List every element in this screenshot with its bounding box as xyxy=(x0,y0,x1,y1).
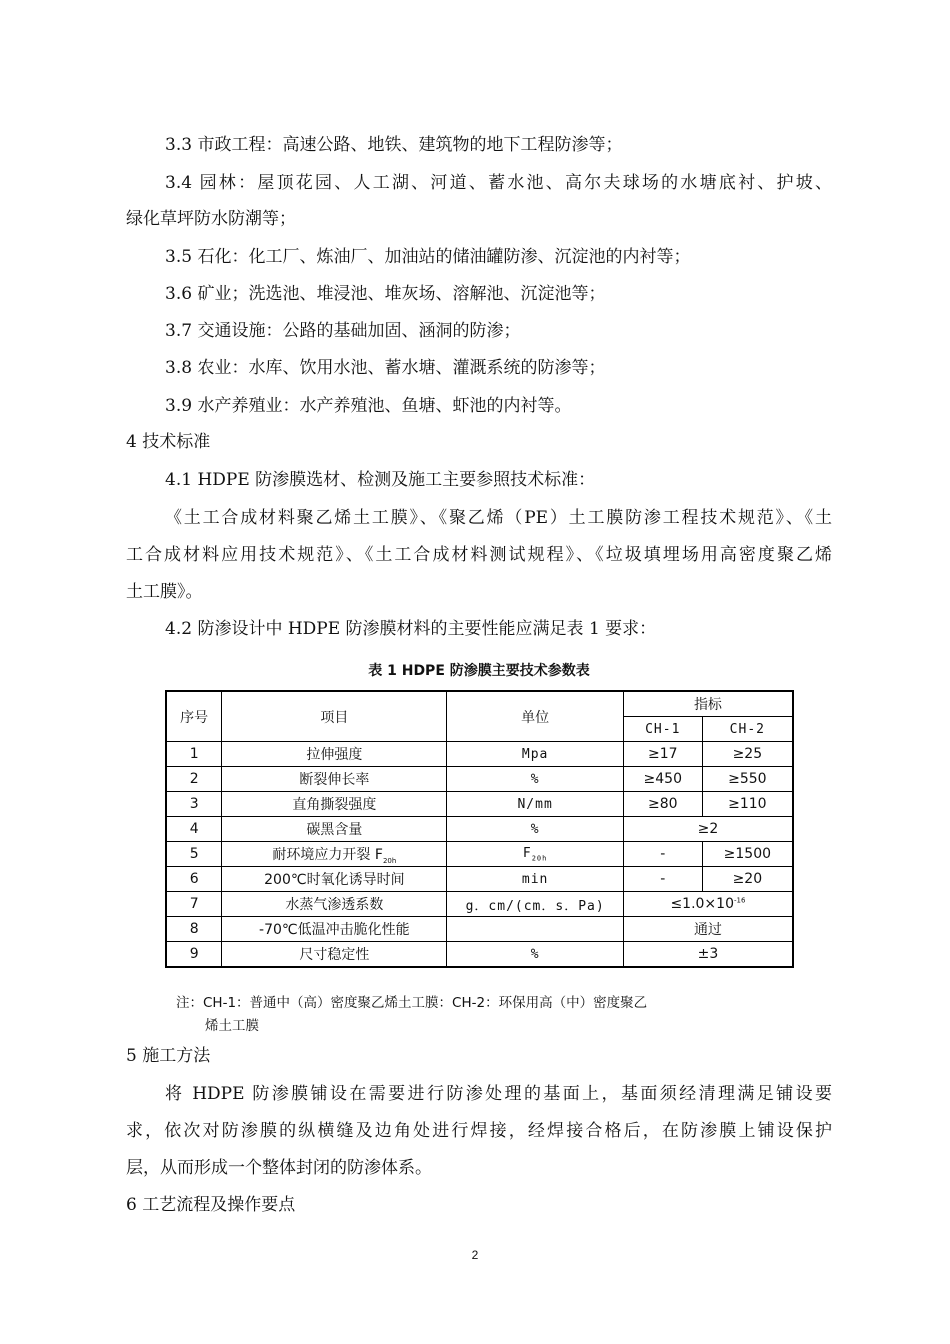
row-no: 3 xyxy=(166,792,222,817)
row-ch2: ≥1500 xyxy=(702,842,793,867)
row-ch2: ≥110 xyxy=(702,792,793,817)
row-ch2: ≥25 xyxy=(702,742,793,767)
row-item: 直角撕裂强度 xyxy=(222,792,447,817)
row-no: 6 xyxy=(166,867,222,892)
row-merged-value: 通过 xyxy=(623,917,793,942)
table-row xyxy=(166,917,793,942)
row-no: 1 xyxy=(166,742,222,767)
row-ch1: - xyxy=(623,842,702,867)
para-4-2: 4.2 防渗设计中 HDPE 防渗膜材料的主要性能应满足表 1 要求： xyxy=(165,619,657,639)
heading-5: 5 施工方法 xyxy=(126,1046,211,1066)
table-row xyxy=(166,767,793,792)
row-item: 碳黑含量 xyxy=(222,817,447,842)
heading-4: 4 技术标准 xyxy=(126,432,211,452)
row-no: 9 xyxy=(166,942,222,968)
header-unit: 单位 xyxy=(447,691,623,742)
table-row xyxy=(166,842,793,867)
row-item-text: 耐环境应力开裂 F xyxy=(272,846,383,863)
row-ch1: ≥17 xyxy=(623,742,702,767)
para-3-3: 3.3 市政工程：高速公路、地铁、建筑物的地下工程防渗等； xyxy=(165,135,623,155)
construction-line2: 求，依次对防渗膜的纵横缝及边角处进行焊接，经焊接合格后，在防渗膜上铺设保护 xyxy=(126,1121,832,1141)
row-ch1: - xyxy=(623,867,702,892)
row-ch2: ≥20 xyxy=(702,867,793,892)
table-row xyxy=(166,817,793,842)
row-unit: min xyxy=(447,867,623,892)
row-no: 4 xyxy=(166,817,222,842)
row-item: 拉伸强度 xyxy=(222,742,447,767)
table-header-row xyxy=(166,691,793,717)
table-row xyxy=(166,792,793,817)
para-3-4-line1: 3.4 园林：屋顶花园、人工湖、河道、蓄水池、高尔夫球场的水塘底衬、护坡、 xyxy=(165,173,832,193)
header-ch2: CH-2 xyxy=(702,717,793,742)
row-merged-value: ≥2 xyxy=(623,817,793,842)
row-unit-text: F xyxy=(522,845,532,861)
spec-table xyxy=(165,690,794,968)
row-no: 8 xyxy=(166,917,222,942)
para-3-5: 3.5 石化：化工厂、炼油厂、加油站的储油罐防渗、沉淀池的内衬等； xyxy=(165,247,691,267)
table-caption: 表 1 HDPE 防渗膜主要技术参数表 xyxy=(368,663,590,679)
table-note-line1: 注：CH-1：普通中（高）密度聚乙烯土工膜：CH-2：环保用高（中）密度聚乙 xyxy=(176,995,648,1011)
row-item: 水蒸气渗透系数 xyxy=(222,892,447,917)
row-unit: % xyxy=(447,942,623,968)
para-3-4-line2: 绿化草坪防水防潮等； xyxy=(126,209,296,229)
table-row xyxy=(166,942,793,968)
row-ch1: ≥450 xyxy=(623,767,702,792)
row-item: 尺寸稳定性 xyxy=(222,942,447,968)
table-row xyxy=(166,867,793,892)
para-3-8: 3.8 农业：水库、饮用水池、蓄水塘、灌溉系统的防渗等； xyxy=(165,358,606,378)
row-merged-text: ≤1.0×10 xyxy=(670,896,734,912)
row-ch2: ≥550 xyxy=(702,767,793,792)
heading-6: 6 工艺流程及操作要点 xyxy=(126,1195,296,1215)
table-row xyxy=(166,892,793,917)
row-unit xyxy=(447,842,623,867)
para-3-6: 3.6 矿业；洗选池、堆浸池、堆灰场、溶解池、沉淀池等； xyxy=(165,284,606,304)
row-merged-value: ±3 xyxy=(623,942,793,968)
row-unit: % xyxy=(447,767,623,792)
row-unit: g．cm/(cm．s．Pa) xyxy=(447,892,623,917)
row-no: 5 xyxy=(166,842,222,867)
row-item: -70℃低温冲击脆化性能 xyxy=(222,917,447,942)
row-merged-value xyxy=(623,892,793,917)
para-3-9: 3.9 水产养殖业：水产养殖池、鱼塘、虾池的内衬等。 xyxy=(165,396,572,416)
row-unit-subscript: 20h xyxy=(531,854,548,863)
standards-line2: 工合成材料应用技术规范》、《土工合成材料测试规程》、《垃圾填埋场用高密度聚乙烯 xyxy=(126,545,832,565)
table-note-line2: 烯土工膜 xyxy=(205,1018,259,1034)
header-item: 项目 xyxy=(222,691,447,742)
para-4-1: 4.1 HDPE 防渗膜选材、检测及施工主要参照技术标准： xyxy=(165,470,596,490)
para-3-7: 3.7 交通设施：公路的基础加固、涵洞的防渗； xyxy=(165,321,521,341)
row-item xyxy=(222,842,447,867)
row-item: 200℃时氧化诱导时间 xyxy=(222,867,447,892)
header-no: 序号 xyxy=(166,691,222,742)
row-merged-superscript: -16 xyxy=(733,896,746,905)
row-item: 断裂伸长率 xyxy=(222,767,447,792)
page-number: 2 xyxy=(471,1248,479,1262)
row-unit: % xyxy=(447,817,623,842)
header-index: 指标 xyxy=(623,691,793,717)
row-unit: N/mm xyxy=(447,792,623,817)
row-item-subscript: 20h xyxy=(382,856,397,865)
row-no: 7 xyxy=(166,892,222,917)
construction-line3: 层，从而形成一个整体封闭的防渗体系。 xyxy=(126,1158,432,1178)
standards-line3: 土工膜》。 xyxy=(126,582,203,602)
row-unit: Mpa xyxy=(447,742,623,767)
construction-line1: 将 HDPE 防渗膜铺设在需要进行防渗处理的基面上，基面须经清理满足铺设要 xyxy=(165,1084,832,1104)
row-no: 2 xyxy=(166,767,222,792)
header-ch1: CH-1 xyxy=(623,717,702,742)
row-unit xyxy=(447,917,623,942)
standards-line1: 《土工合成材料聚乙烯土工膜》、《聚乙烯（PE）土工膜防渗工程技术规范》、《土 xyxy=(165,508,832,528)
row-ch1: ≥80 xyxy=(623,792,702,817)
table-row xyxy=(166,742,793,767)
